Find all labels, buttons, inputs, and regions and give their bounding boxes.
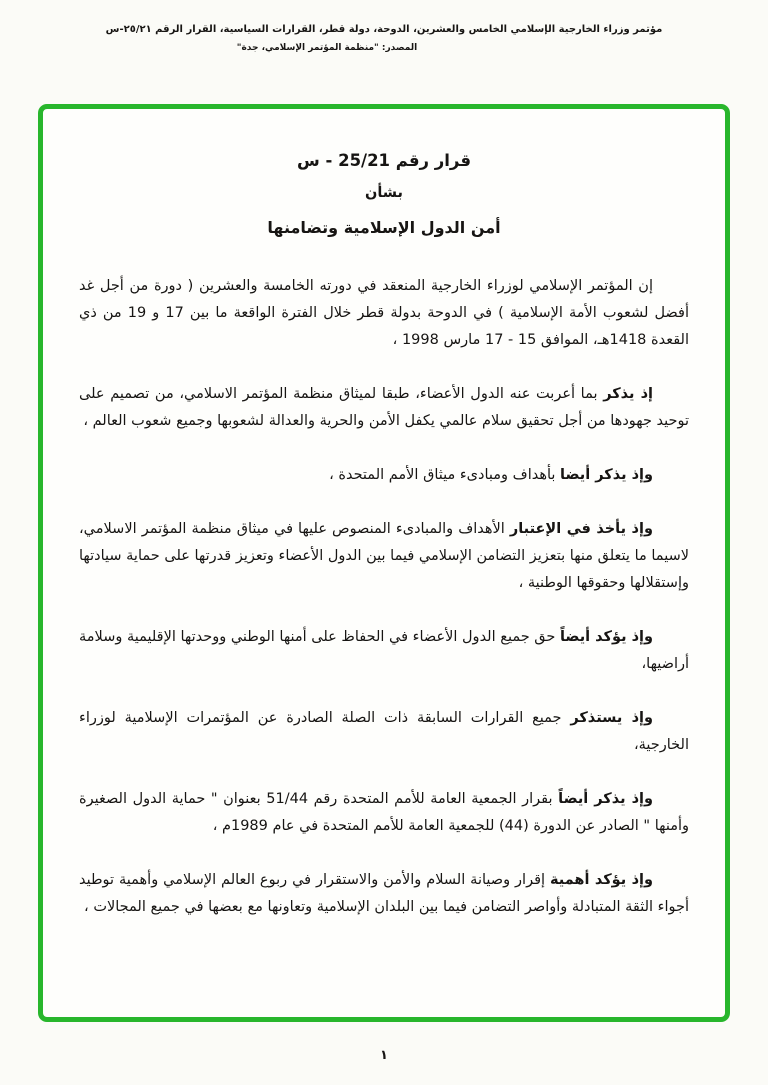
paragraph-text: إن المؤتمر الإسلامي لوزراء الخارجية المنعقد في دورته الخامسة والعشرين ( دورة من أجل غد أفضل لشعوب الأمة الإسلامية ) في الدوحة بدولة قطر خلال الفترة الواقعة ما بين 17 و 19 من ذي القعدة 1418هـ، الموافق 15 - 17 مارس 1998 ، [79, 278, 689, 348]
header-source-line: المصدر: "منظمة المؤتمر الإسلامي، جدة" [236, 43, 418, 53]
document-title-block [79, 151, 689, 237]
resolution-number-title: قرار رقم 25/21 - س [296, 151, 471, 170]
body-paragraph [79, 462, 689, 489]
title-subject: أمن الدول الإسلامية وتضامنها [267, 218, 501, 237]
paragraph-lead-bold: وإذ يذكر أيضا [560, 467, 653, 483]
paragraph-text: بما أعربت عنه الدول الأعضاء، طبقا لميثاق منظمة المؤتمر الاسلامي، من تصميم على توحيد جهودها من أجل تحقيق سلام عالمي يكفل الأمن والحرية والعدالة لشعوبها وجميع شعوب العالم ، [79, 386, 689, 429]
header-citation-line: مؤتمر وزراء الخارجية الإسلامي الخامس والعشرين، الدوحة، دولة قطر، القرارات السياسية، القرار الرقم ٢٥/٢١-س [105, 24, 663, 35]
document-header [60, 24, 708, 53]
body-paragraph [79, 516, 689, 597]
paragraph-text: إقرار وصيانة السلام والأمن والاستقرار في ربوع العالم الإسلامي وأهمية توطيد أجواء الثقة المتبادلة وأواصر التضامن فيما بين البلدان الإسلامية وتعاونها مع بعضها في جميع المجالات ، [79, 872, 689, 915]
green-highlight-frame [38, 104, 730, 1022]
title-regarding: بشأن [364, 185, 404, 201]
paragraph-text: حق جميع الدول الأعضاء في الحفاظ على أمنها الوطني ووحدتها الإقليمية وسلامة أراضيها، [79, 629, 689, 672]
body-paragraph [79, 786, 689, 840]
body-paragraph [79, 381, 689, 435]
body-paragraph [79, 273, 689, 354]
page-number: ١ [380, 1048, 388, 1063]
paragraph-lead-bold: وإذ يؤكد أيضاً [559, 629, 654, 645]
body-paragraph [79, 705, 689, 759]
paragraph-lead-bold: وإذ يستذكر [570, 710, 654, 726]
paragraph-lead-bold: إذ يذكر [603, 386, 653, 402]
document-body [79, 273, 689, 921]
paragraph-lead-bold: وإذ يأخذ في الإعتبار [509, 521, 653, 537]
paragraph-lead-bold: وإذ يذكر أيضاً [558, 791, 654, 807]
paragraph-text: بقرار الجمعية العامة للأمم المتحدة رقم 51/44 بعنوان " حماية الدول الصغيرة وأمنها " الصادر عن الدورة (44) للجمعية العامة للأمم المتحدة في عام 1989م ، [79, 791, 689, 834]
paragraph-lead-bold: وإذ يؤكد أهمية [550, 872, 653, 888]
body-paragraph [79, 867, 689, 921]
paragraph-text: بأهداف ومبادىء ميثاق الأمم المتحدة ، [329, 467, 556, 483]
paragraph-text: جميع القرارات السابقة ذات الصلة الصادرة عن المؤتمرات الإسلامية لوزراء الخارجية، [79, 710, 689, 753]
paragraph-text: الأهداف والمبادىء المنصوص عليها في ميثاق منظمة المؤتمر الاسلامي، لاسيما ما يتعلق منها بتعزيز التضامن الإسلامي فيما بين الدول الأعضاء وتعزيز قدرتها على حماية سيادتها وإستقلالها وحقوقها الوطنية ، [79, 521, 689, 591]
body-paragraph [79, 624, 689, 678]
